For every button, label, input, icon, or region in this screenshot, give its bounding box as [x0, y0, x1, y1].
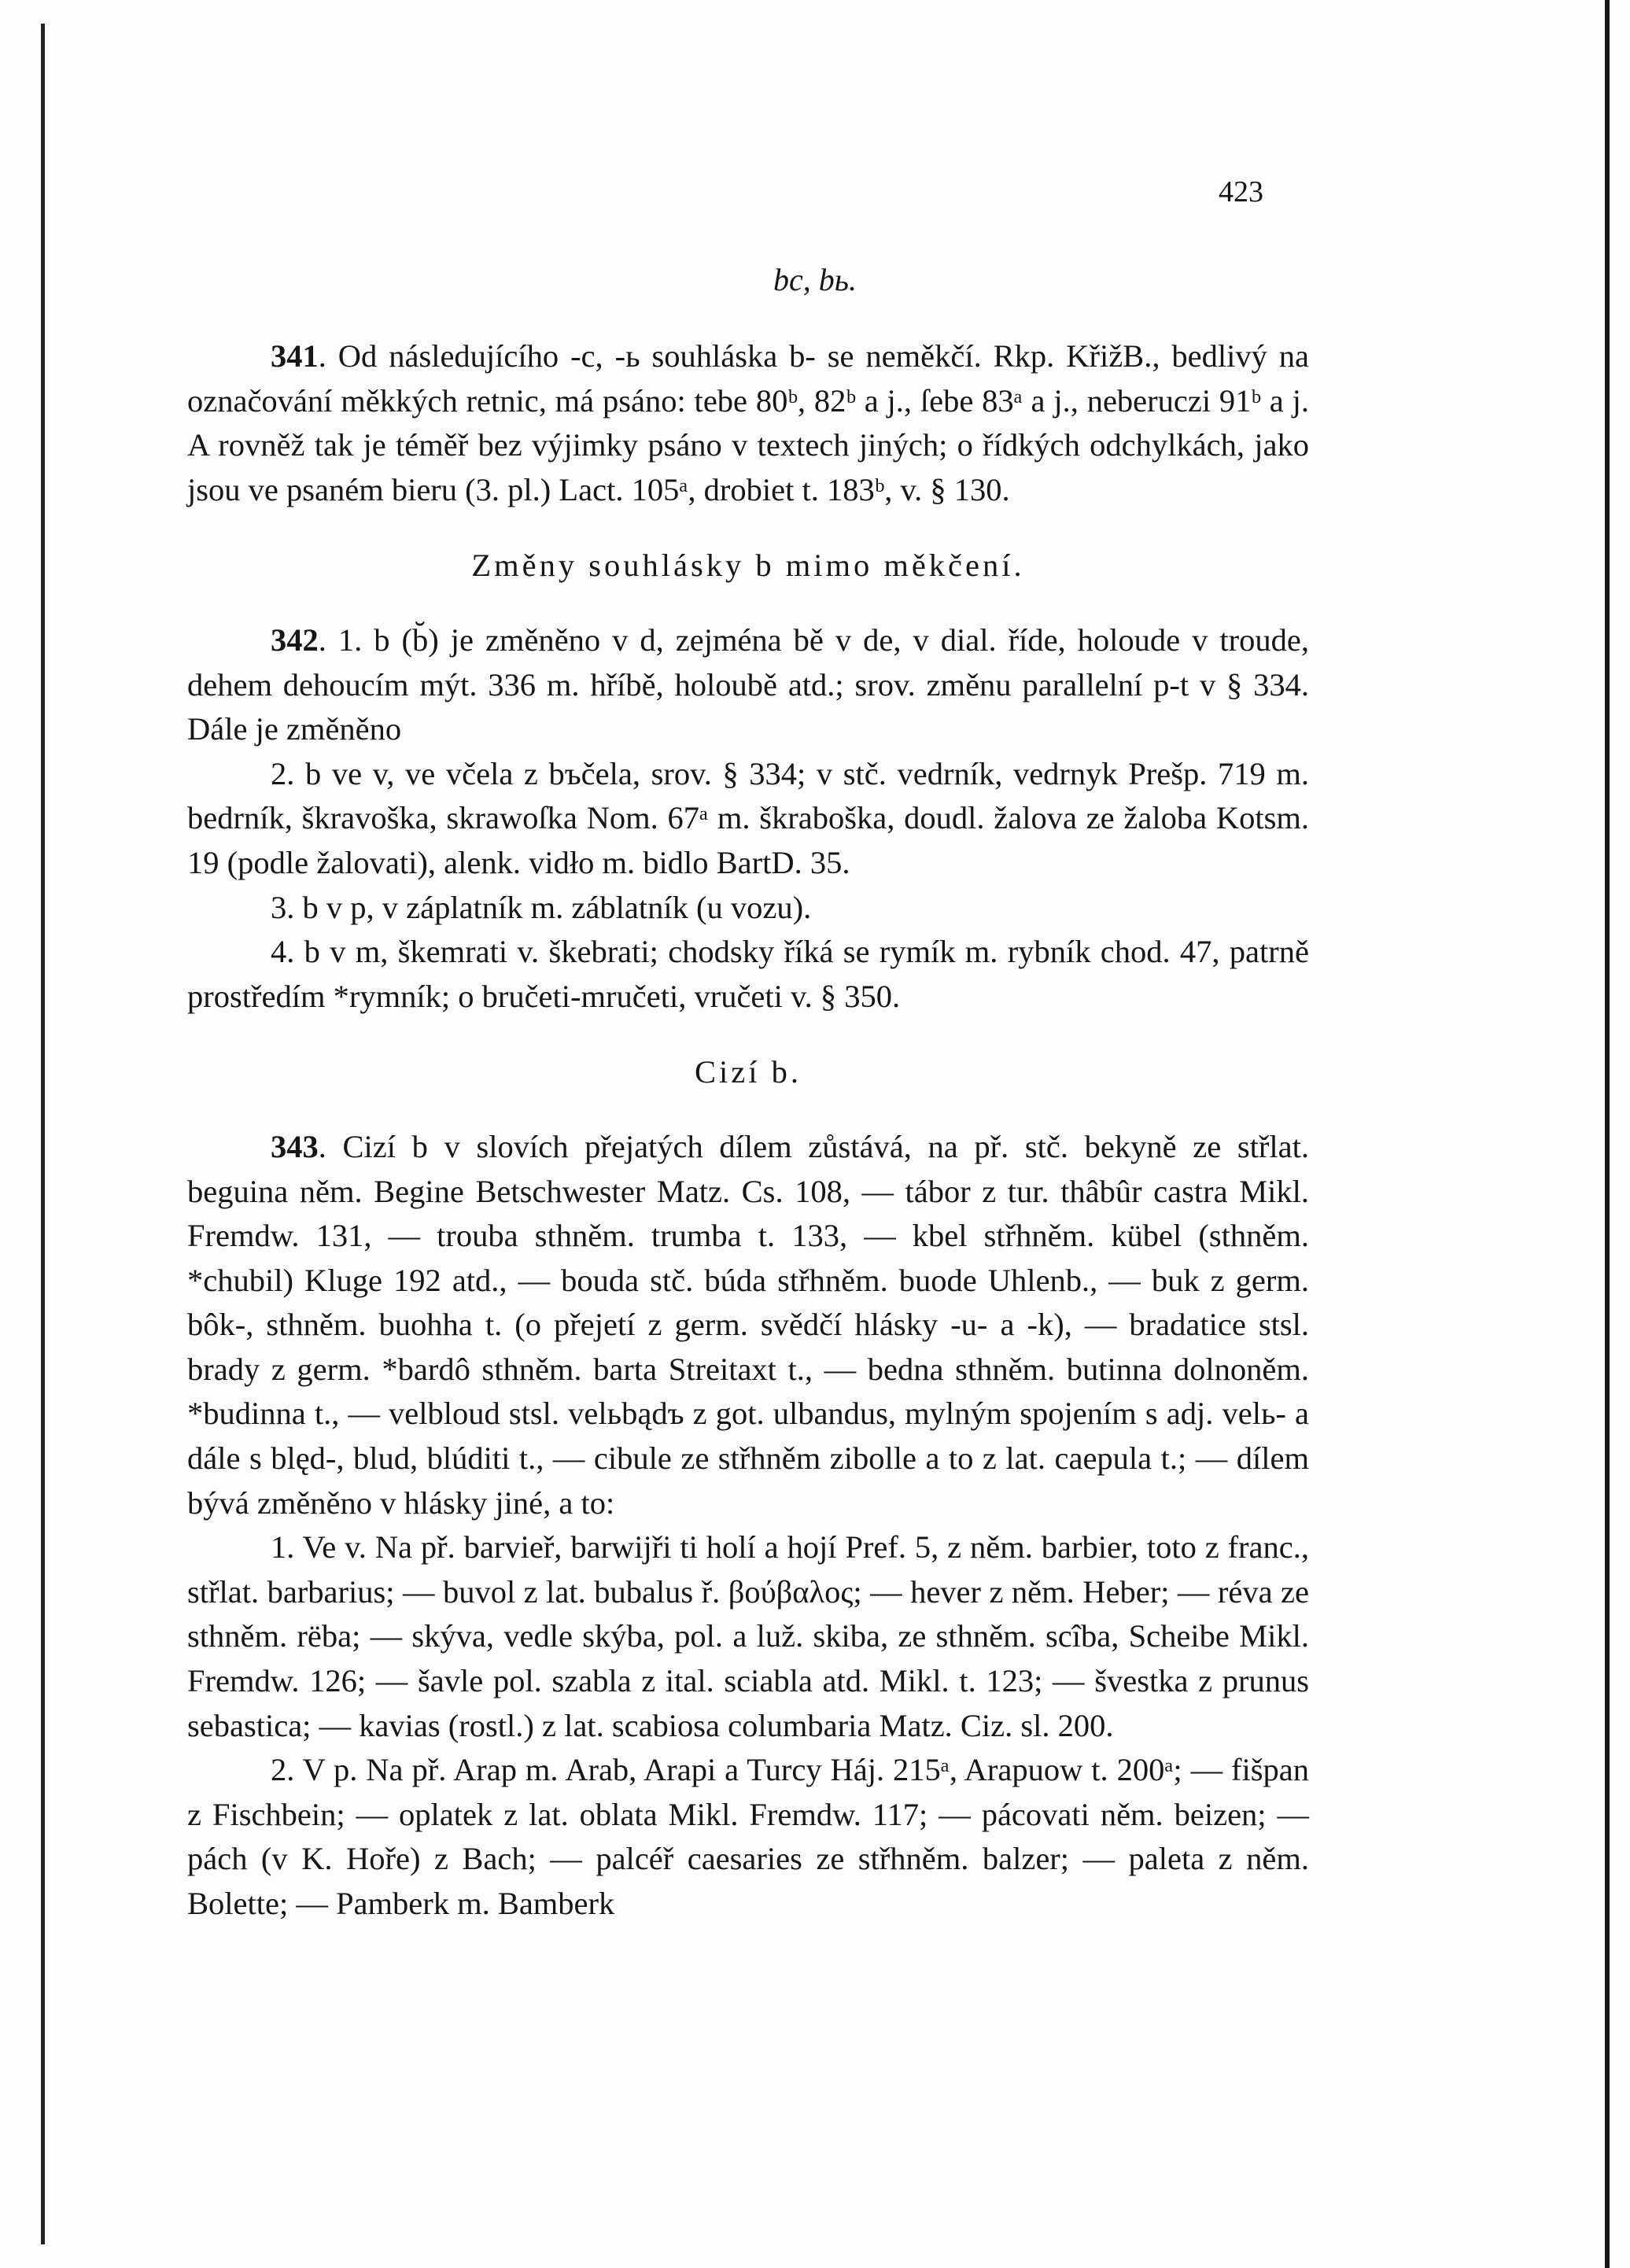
running-head: bc, bь.	[773, 262, 857, 297]
paragraph-341	[187, 334, 1309, 512]
paragraph-343	[187, 1125, 1309, 1525]
list-item: 3. b v p, v záplatník m. záblatník (u vozu).	[271, 889, 812, 925]
paragraph-text: . Cizí b v slovích přejatých dílem zůstává, na př. stč. bekyně ze střlat. beguina něm. Begine Betschwester Matz. Cs. 108, — tábor z tur. thâbûr castra Mikl. Fremdw. 131, — trouba sthněm. trumba t. 133, — kbel střhněm. kübel (sthněm. *chubil) Kluge 192 atd., — bouda stč. búda střhněm. buode Uhlenb., — buk z germ. bôk-, sthněm. buohha t. (o přejetí z germ. svědčí hlásky -u- a -k), — bradatice stsl. brady z germ. *bardô sthněm. barta Streitaxt t., — bedna sthněm. butinna dolnoněm. *budinna t., — velbloud stsl. velьbądъ z got. ulbandus, mylným spojením s adj. velь- a dále s blęd-, blud, blúditi t., — cibule ze střhněm zibolle a to z lat. caepula t.; — dílem bývá změněno v hlásky jiné, a to:	[187, 1128, 1309, 1521]
list-item: 2. V p. Na př. Arap m. Arab, Arapi a Turcy Háj. 215ᵃ, Arapuow t. 200ᵃ; — fišpan z Fischbein; — oplatek z lat. oblata Mikl. Fremdw. 117; — pácovati něm. beizen; — pách (v K. Hoře) z Bach; — palcéř caesaries ze střhněm. balzer; — paleta z něm. Bolette; — Pamberk m. Bamberk	[187, 1752, 1309, 1921]
list-item: 4. b v m, škemrati v. škebrati; chodsky říká se rymík m. rybník chod. 47, patrně prostředím *rymník; o bručeti-mručeti, vručeti v. § 350.	[187, 934, 1309, 1014]
body-text	[187, 334, 1309, 1927]
page-number: 423	[1219, 175, 1263, 208]
section-title-changes: Změny souhlásky b mimo měkčení.	[471, 548, 1025, 584]
paragraph-text: . Od následujícího -c, -ь souhláska b- se neměkčí. Rkp. KřižB., bedlivý na označování měkkých retnic, má psáno: tebe 80ᵇ, 82ᵇ a j., ſebe 83ᵃ a j., neberuczi 91ᵇ a j. A rovněž tak je téměř bez výjimky psáno v textech jiných; o řídkých odchylkách, jako jsou ve psaném bieru (3. pl.) Lact. 105ᵃ, drobiet t. 183ᵇ, v. § 130.	[187, 338, 1309, 507]
scan-edge-left	[41, 24, 45, 2244]
section-number: 343	[271, 1128, 319, 1164]
list-item: 1. Ve v. Na př. barvieř, barwijři ti holí a hojí Pref. 5, z něm. barbier, toto z franc., střlat. barbarius; — buvol z lat. bubalus ř. βούβαλος; — hever z něm. Heber; — réva ze sthněm. rëba; — skýva, vedle skýba, pol. a luž. skiba, ze sthněm. scîba, Scheibe Mikl. Fremdw. 126; — šavle pol. szabla z ital. sciabla atd. Mikl. t. 123; — švestka z prunus sebastica; — kavias (rostl.) z lat. scabiosa columbaria Matz. Ciz. sl. 200.	[187, 1529, 1309, 1743]
paragraph-342	[187, 618, 1309, 752]
section-title-foreign: Cizí b.	[695, 1054, 802, 1090]
section-number: 341	[271, 338, 319, 374]
list-item: 2. b ve v, ve včela z bъčela, srov. § 334; v stč. vedrník, vedrnyk Prešp. 719 m. bedrník, škravoška, skrawoſka Nom. 67ᵃ m. škraboška, doudl. žalova ze žaloba Kotsm. 19 (podle žalovati), alenk. vidło m. bidlo BartD. 35.	[187, 755, 1309, 880]
section-number: 342	[271, 621, 319, 658]
scan-edge-right	[1605, 0, 1610, 2268]
paragraph-text: . 1. b (b̆) je změněno v d, zejména bě v de, v dial. říde, holoude v troude, dehem dehoucím mýt. 336 m. hříbě, holoubě atd.; srov. změnu parallelní p-t v § 334. Dále je změněno	[187, 621, 1309, 747]
